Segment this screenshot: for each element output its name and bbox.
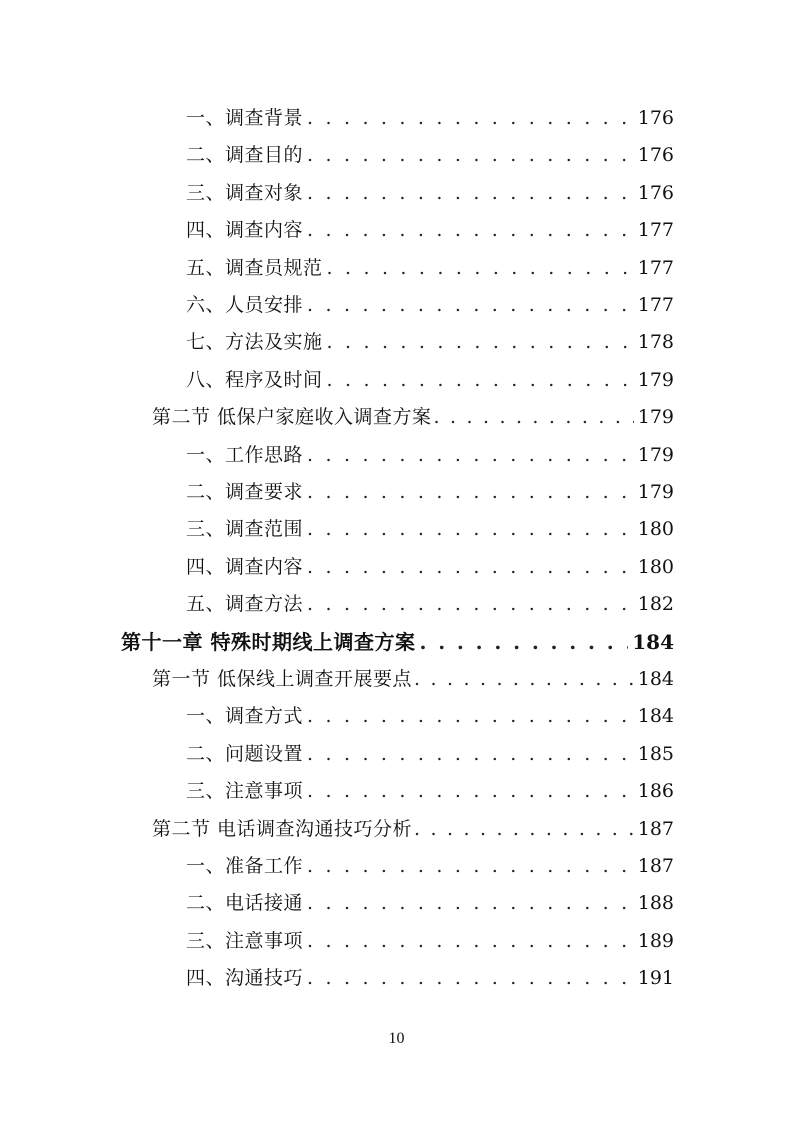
toc-dot-leader bbox=[414, 661, 634, 698]
toc-entry-item[interactable] bbox=[186, 549, 674, 586]
toc-entry-title: 四、调查内容 bbox=[186, 555, 304, 578]
toc-dot-leader bbox=[414, 811, 634, 848]
toc-entry-item[interactable] bbox=[186, 923, 674, 960]
toc-entry-item[interactable] bbox=[186, 437, 674, 474]
toc-dot-leader bbox=[327, 362, 634, 399]
toc-entry-title: 三、注意事项 bbox=[186, 780, 304, 803]
toc-entry-page: 177 bbox=[637, 294, 674, 316]
toc-entry-title: 八、程序及时间 bbox=[186, 368, 323, 391]
toc-dot-leader bbox=[327, 250, 634, 287]
toc-dot-leader bbox=[307, 175, 634, 212]
toc-dot-leader bbox=[307, 100, 634, 137]
toc-dot-leader bbox=[307, 586, 634, 623]
toc-dot-leader bbox=[307, 960, 634, 997]
toc-entry-title: 一、调查方式 bbox=[186, 705, 304, 728]
toc-entry-title: 一、准备工作 bbox=[186, 855, 304, 877]
toc-entry-title: 一、工作思路 bbox=[186, 443, 304, 466]
toc-entry-item[interactable] bbox=[186, 324, 674, 361]
toc-entry-page: 177 bbox=[637, 219, 674, 242]
toc-dot-leader bbox=[307, 287, 634, 324]
toc-entry-item[interactable] bbox=[186, 137, 674, 174]
toc-entry-title: 一、调查背景 bbox=[186, 107, 304, 129]
toc-dot-leader bbox=[434, 399, 634, 436]
toc-entry-page: 179 bbox=[637, 443, 674, 466]
toc-entry-title: 第一节 低保线上调查开展要点 bbox=[152, 668, 413, 690]
toc-dot-leader bbox=[419, 624, 628, 661]
toc-entry-page: 191 bbox=[637, 967, 674, 990]
toc-entry-page: 184 bbox=[632, 629, 674, 654]
toc-entry-item[interactable] bbox=[186, 474, 674, 511]
toc-entry-title: 二、调查目的 bbox=[186, 144, 304, 167]
toc-entry-item[interactable] bbox=[186, 212, 674, 249]
toc-entry-page: 177 bbox=[637, 256, 674, 279]
toc-entry-title: 二、调查要求 bbox=[186, 481, 304, 503]
toc-entry-item[interactable] bbox=[186, 362, 674, 399]
toc-entry-item[interactable] bbox=[186, 773, 674, 810]
toc-entry-title: 三、调查范围 bbox=[186, 518, 304, 541]
toc-entry-page: 176 bbox=[637, 107, 674, 129]
toc-entry-page: 184 bbox=[637, 668, 674, 690]
toc-entry-item[interactable] bbox=[186, 848, 674, 885]
toc-dot-leader bbox=[307, 736, 634, 773]
toc-entry-item[interactable] bbox=[186, 736, 674, 773]
toc-dot-leader bbox=[307, 212, 634, 249]
toc-entry-page: 176 bbox=[637, 181, 674, 204]
toc-entry-item[interactable] bbox=[186, 698, 674, 735]
toc-entry-page: 176 bbox=[637, 144, 674, 167]
toc-entry-item[interactable] bbox=[186, 287, 674, 324]
toc-entry-title: 六、人员安排 bbox=[186, 294, 304, 316]
toc-entry-title: 第二节 电话调查沟通技巧分析 bbox=[152, 817, 413, 840]
toc-entry-page: 188 bbox=[637, 892, 674, 915]
toc-entry-section[interactable] bbox=[152, 811, 674, 848]
toc-entry-page: 189 bbox=[637, 929, 674, 952]
toc-dot-leader bbox=[307, 437, 634, 474]
toc-entry-item[interactable] bbox=[186, 960, 674, 997]
toc-entry-page: 186 bbox=[637, 780, 674, 803]
toc-entry-page: 187 bbox=[637, 817, 674, 840]
toc-entry-item[interactable] bbox=[186, 511, 674, 548]
toc-entry-title: 七、方法及实施 bbox=[186, 331, 323, 354]
toc-entry-title: 四、沟通技巧 bbox=[186, 967, 304, 990]
page-number: 10 bbox=[388, 1030, 405, 1047]
toc-dot-leader bbox=[307, 773, 634, 810]
toc-entry-page: 187 bbox=[637, 855, 674, 877]
toc-dot-leader bbox=[307, 511, 634, 548]
toc-entry-chapter[interactable] bbox=[121, 624, 674, 661]
toc-entry-title: 第二节 低保户家庭收入调查方案 bbox=[152, 406, 432, 429]
toc-dot-leader bbox=[307, 698, 634, 735]
toc-entry-item[interactable] bbox=[186, 885, 674, 922]
toc-entry-title: 四、调查内容 bbox=[186, 219, 304, 242]
toc-entry-title: 五、调查员规范 bbox=[186, 256, 323, 279]
toc-entry-title: 二、电话接通 bbox=[186, 892, 304, 915]
toc-entry-item[interactable] bbox=[186, 175, 674, 212]
toc-entry-page: 178 bbox=[637, 331, 674, 354]
toc-dot-leader bbox=[307, 137, 634, 174]
toc-dot-leader bbox=[307, 474, 634, 511]
toc-entry-page: 179 bbox=[637, 481, 674, 503]
toc-entry-page: 184 bbox=[637, 705, 674, 728]
toc-dot-leader bbox=[327, 324, 634, 361]
toc-entry-item[interactable] bbox=[186, 250, 674, 287]
toc-dot-leader bbox=[307, 848, 634, 885]
toc-entry-page: 182 bbox=[637, 593, 674, 616]
toc-entry-title: 三、调查对象 bbox=[186, 181, 304, 204]
toc-entry-title: 第十一章 特殊时期线上调查方案 bbox=[121, 629, 416, 654]
toc-entry-section[interactable] bbox=[152, 661, 674, 698]
toc-dot-leader bbox=[307, 923, 634, 960]
toc-entry-page: 179 bbox=[637, 368, 674, 391]
toc-entry-item[interactable] bbox=[186, 100, 674, 137]
toc-entry-item[interactable] bbox=[186, 586, 674, 623]
toc-entry-title: 五、调查方法 bbox=[186, 593, 304, 616]
toc-entry-page: 180 bbox=[637, 518, 674, 541]
toc-entry-title: 三、注意事项 bbox=[186, 929, 304, 952]
toc-entry-page: 179 bbox=[637, 406, 674, 429]
toc-entry-section[interactable] bbox=[152, 399, 674, 436]
toc-dot-leader bbox=[307, 885, 634, 922]
toc-entry-title: 二、问题设置 bbox=[186, 742, 304, 765]
toc-entry-page: 185 bbox=[637, 742, 674, 765]
toc-entry-page: 180 bbox=[637, 555, 674, 578]
toc-dot-leader bbox=[307, 549, 634, 586]
